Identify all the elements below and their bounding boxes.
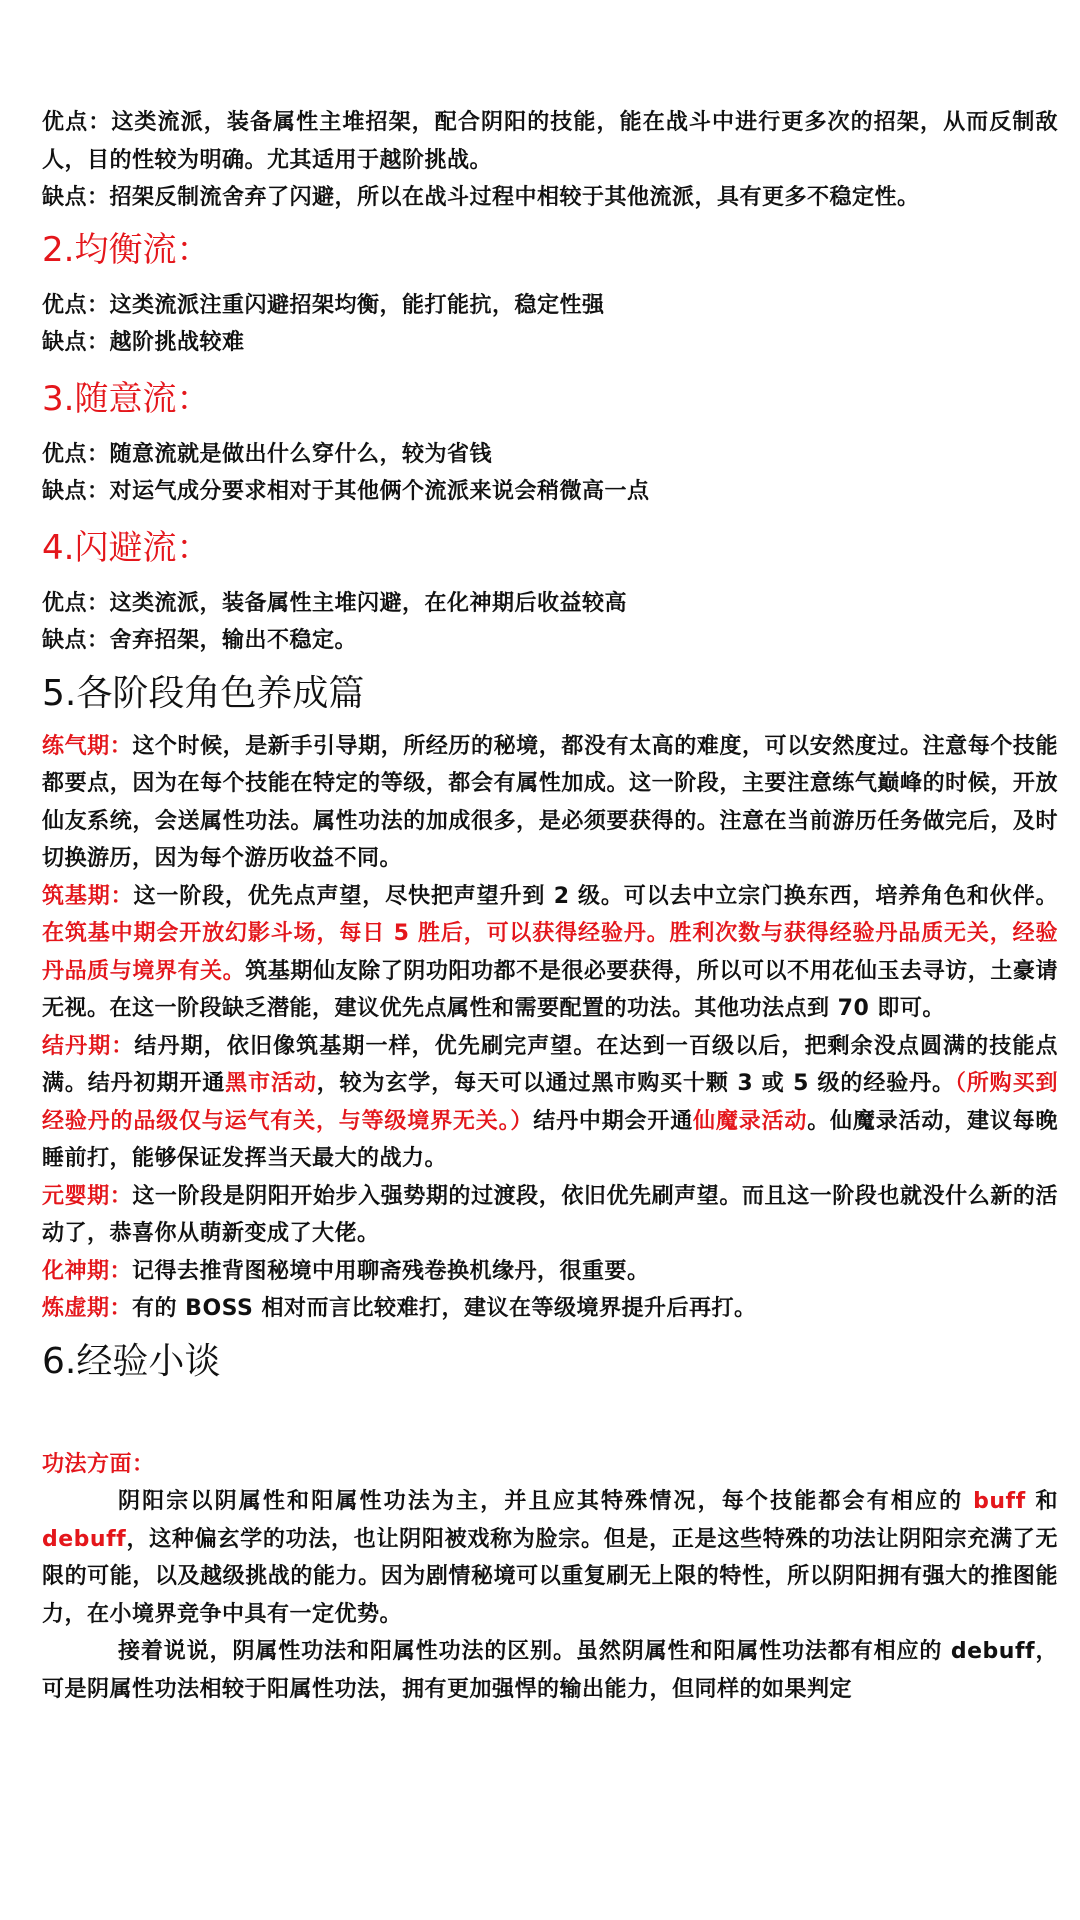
gongfa-paragraph-2: 接着说说，阴属性功法和阳属性功法的区别。虽然阴属性和阳属性功法都有相应的 debuff，可是阴属性功法相较于阳属性功法，拥有更加强悍的输出能力，但同样的如果判定 [42, 1639, 1058, 1702]
lianqi-text: 这个时候，是新手引导期，所经历的秘境，都没有太高的难度，可以安然度过。注意每个技能都要点，因为在每个技能在特定的等级，都会有属性加成。这一阶段，主要注意练气巅峰的时候，开放仙友系统，会送属性功法。属性功法的加成很多，是必须要获得的。注意在当前游历任务做完后，及时切换游历，因为每个游历收益不同。 [42, 733, 1058, 871]
casual-flow-cons: 缺点：对运气成分要求相对于其他俩个流派来说会稍微高一点 [42, 479, 650, 504]
lianxu-text: 有的 BOSS 相对而言比较难打，建议在等级境界提升后再打。 [132, 1296, 757, 1321]
yuanying-paragraph [42, 1178, 1058, 1253]
huashen-text: 记得去推背图秘境中用聊斋残卷换机缘丹，很重要。 [132, 1258, 650, 1284]
lianqi-paragraph [42, 728, 1058, 878]
debuff-highlight: debuff [42, 1526, 127, 1552]
yuanying-text: 这一阶段是阴阳开始步入强势期的过渡段，依旧优先刷声望。而且这一阶段也就没什么新的活动了，恭喜你从萌新变成了大佬。 [42, 1183, 1058, 1246]
zhuji-text-2: 筑基期仙友除了阴功阳功都不是很必要获得，所以可以不用花仙玉去寻访，土豪请无视。在这一阶段缺乏潜能，建议优先点属性和需要配置的功法。其他功法点到 70 即可。 [42, 958, 1058, 1021]
casual-flow-pros: 优点：随意流就是做出什么穿什么，较为省钱 [42, 441, 493, 467]
jiedan-text-4: 。仙魔录活动，建议每晚睡前打，能够保证发挥当天最大的战力。 [42, 1108, 1058, 1171]
gongfa-text-1a: 阴阳宗以阴属性和阳属性功法为主，并且应其特殊情况，每个技能都会有相应的 [118, 1489, 974, 1514]
lianqi-label: 练气期： [42, 733, 133, 759]
spacer [42, 1396, 1058, 1446]
lianxu-label: 炼虚期： [42, 1296, 133, 1321]
dodge-flow-pros: 优点：这类流派，装备属性主堆闪避，在化神期后收益较高 [42, 590, 628, 616]
jiedan-text-3: 结丹中期会开通 [533, 1108, 694, 1134]
gongfa-text-1c: ，这种偏玄学的功法，也让阴阳被戏称为脸宗。但是，正是这些特殊的功法让阴阳宗充满了无限的可能，以及越级挑战的能力。因为剧情秘境可以重复刷无上限的特性，所以阴阳拥有强大的推图能力，在小境界竞争中具有一定优势。 [42, 1526, 1058, 1627]
jiedan-note-highlight: （所购买到经验丹的品级仅与运气有关，与等级境界无关。） [42, 1071, 1058, 1134]
jiedan-text-2: ，较为玄学，每天可以通过黑市购买十颗 3 或 5 级的经验丹。 [316, 1071, 955, 1096]
black-market-highlight: 黑市活动 [225, 1071, 317, 1096]
zhuji-text-1: 这一阶段，优先点声望，尽快把声望升到 2 级。可以去中立宗门换东西，培养角色和伙伴。 [133, 883, 1058, 909]
experience-heading: 6.经验小谈 [42, 1340, 221, 1382]
zhuji-paragraph [42, 878, 1058, 1028]
parry-flow-cons: 缺点：招架反制流舍弃了闪避，所以在战斗过程中相较于其他流派，具有更多不稳定性。 [42, 185, 920, 210]
dodge-flow-heading: 4.闪避流： [42, 527, 211, 568]
jiedan-paragraph [42, 1028, 1058, 1178]
casual-flow-heading: 3.随意流： [42, 378, 211, 419]
zhuji-highlight: 在筑基中期会开放幻影斗场，每日 5 胜后，可以获得经验丹。胜利次数与获得经验丹品质无关，经验丹品质与境界有关。 [42, 921, 1058, 984]
buff-highlight: buff [973, 1489, 1026, 1514]
parry-flow-pros: 优点：这类流派，装备属性主堆招架，配合阴阳的技能，能在战斗中进行更多次的招架，从而反制敌人，目的性较为明确。尤其适用于越阶挑战。 [42, 110, 1058, 173]
balanced-flow-cons: 缺点：越阶挑战较难 [42, 330, 245, 355]
zhuji-label: 筑基期： [42, 883, 134, 909]
huashen-paragraph [42, 1253, 1058, 1291]
gongfa-text-1b: 和 [1025, 1489, 1058, 1514]
jiedan-text-1: 结丹期，依旧像筑基期一样，优先刷完声望。在达到一百级以后，把剩余没点圆满的技能点满。结丹初期开通 [42, 1033, 1058, 1096]
balanced-flow-heading: 2.均衡流： [42, 229, 211, 270]
lianxu-paragraph [42, 1290, 1058, 1328]
dodge-flow-cons: 缺点：舍弃招架，输出不稳定。 [42, 628, 358, 653]
xianmolu-highlight: 仙魔录活动 [693, 1108, 808, 1134]
yuanying-label: 元婴期： [42, 1183, 133, 1209]
huashen-label: 化神期： [42, 1258, 133, 1284]
jiedan-label: 结丹期： [42, 1033, 135, 1059]
gongfa-paragraph-1 [42, 1483, 1058, 1633]
balanced-flow-pros: 优点：这类流派注重闪避招架均衡，能打能抗，稳定性强 [42, 292, 605, 318]
stages-heading: 5.各阶段角色养成篇 [42, 672, 365, 714]
gongfa-label: 功法方面： [42, 1451, 155, 1477]
